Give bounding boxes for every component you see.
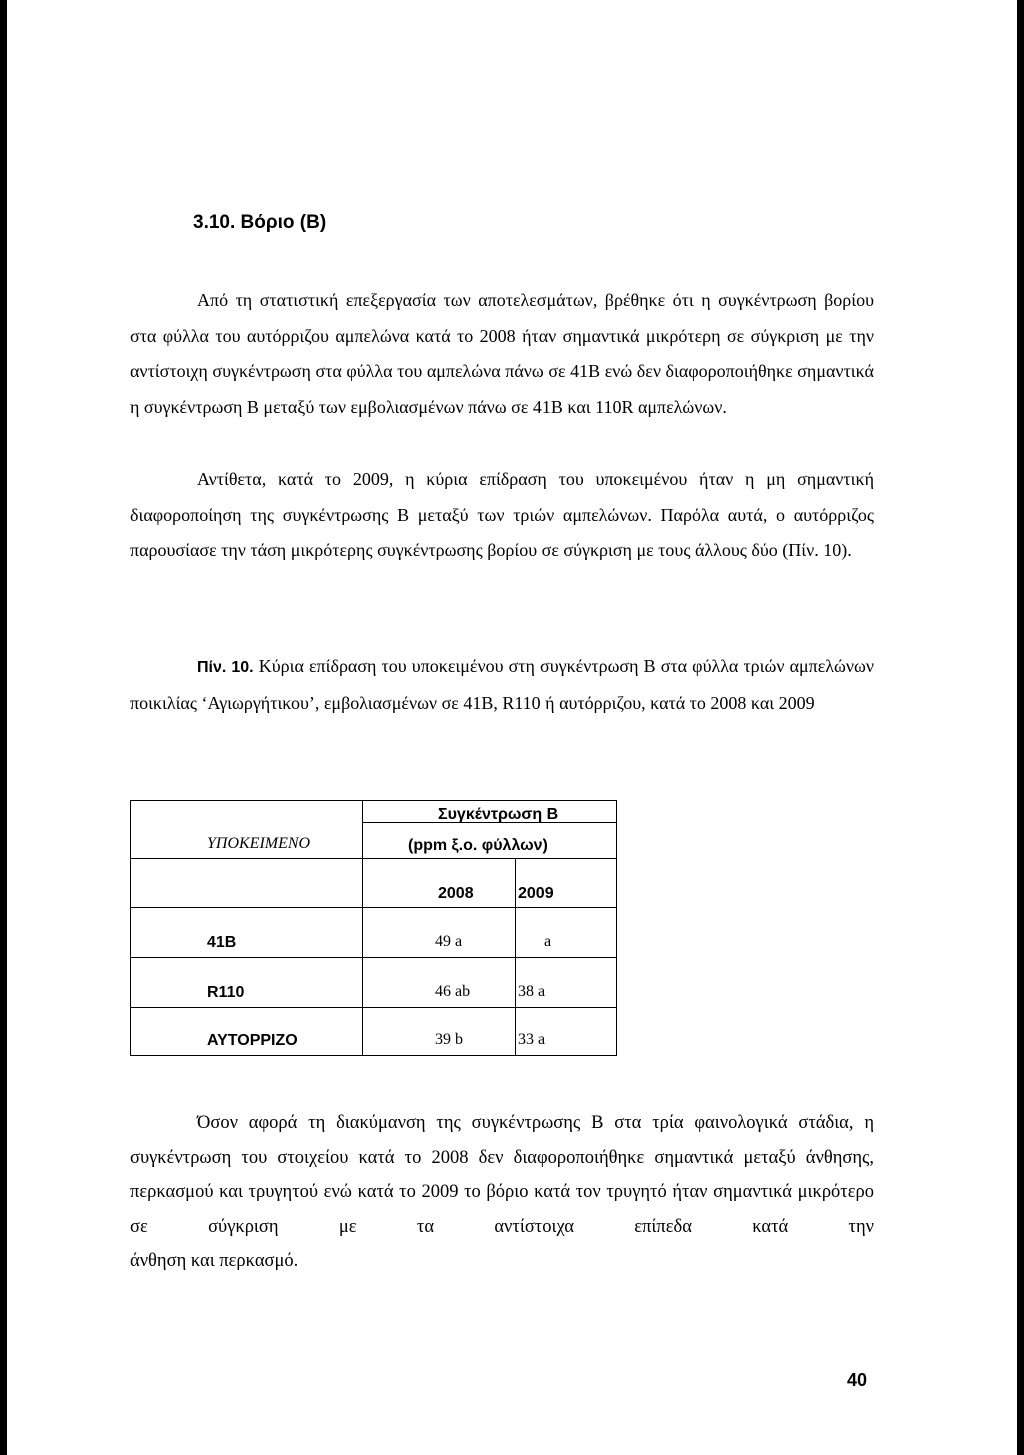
table-cell-2009: a [544, 933, 552, 950]
document-page [7, 0, 1017, 1455]
table-divider [131, 1007, 617, 1008]
table-cell-2008: 39 b [435, 1031, 463, 1048]
table-row-rootstock: ΑΥΤΟΡΡΙΖΟ [207, 1032, 298, 1049]
table-header-concentration: Συγκέντρωση Β [438, 806, 559, 823]
boron-table [130, 800, 617, 1056]
table-cell-2009: 38 a [518, 983, 546, 1000]
table-divider [131, 858, 617, 859]
paragraph-boron-2008 [130, 283, 874, 425]
table-divider [362, 801, 363, 1056]
table-caption [130, 649, 874, 721]
table-cell-2008: 46 ab [435, 983, 471, 1000]
table-cell-2009: 33 a [518, 1031, 546, 1048]
paragraph-text: Αντίθετα, κατά το 2009, η κύρια επίδραση του υποκειμένου ήταν η μη σημαντική διαφοροποίηση της συγκέντρωσης Β μεταξύ των τριών αμπελώνων. Παρόλα αυτά, ο αυτόρριζος παρουσίασε την τάση μικρότερης συγκέντρωσης βορίου σε σύγκριση με τους άλλους δύο (Πίν. 10). [130, 469, 874, 560]
table-caption-label: Πίν. 10. [197, 659, 254, 676]
page-number: 40 [847, 1370, 868, 1390]
paragraph-text: Από τη στατιστική επεξεργασία των αποτελεσμάτων, βρέθηκε ότι η συγκέντρωση βορίου στα φύλλα του αυτόρριζου αμπελώνα κατά το 2008 ήταν σημαντικά μικρότερη σε σύγκριση με την αντίστοιχη συγκέντρωση στα φύλλα του αμπελώνα πάνω σε 41Β ενώ δεν διαφοροποιήθηκε σημαντικά η συγκέντρωση Β μεταξύ των εμβολιασμένων πάνω σε 41Β και 110R αμπελώνων. [130, 290, 874, 417]
table-divider [131, 907, 617, 908]
paragraph-last-line: άνθηση και περκασμό. [130, 1251, 299, 1271]
table-header-year-2009: 2009 [518, 885, 554, 902]
table-row-rootstock: R110 [207, 984, 245, 1001]
table-row-rootstock: 41Β [207, 934, 237, 951]
table-header-units: (ppm ξ.ο. φύλλων) [408, 837, 548, 854]
table-cell-2008: 49 a [435, 933, 463, 950]
section-heading: 3.10. Βόριο (Β) [193, 212, 327, 233]
paragraph-boron-2009 [130, 462, 874, 569]
table-header-year-2008: 2008 [438, 885, 474, 902]
table-header-rootstock: ΥΠΟΚΕΙΜΕΝΟ [207, 835, 311, 852]
paragraph-phenological-stages [130, 1106, 874, 1279]
table-caption-text: Κύρια επίδραση του υποκειμένου στη συγκέντρωση Β στα φύλλα τριών αμπελώνων ποικιλίας ‘Αγιωργήτικου’, εμβολιασμένων σε 41Β, R110 ή αυτόρριζου, κατά το 2008 και 2009 [130, 656, 875, 713]
paragraph-text: Όσον αφορά τη διακύμανση της συγκέντρωσης Β στα τρία φαινολογικά στάδια, η συγκέντρωση του στοιχείου κατά το 2008 δεν διαφοροποιήθηκε σημαντικά μεταξύ άνθησης, περκασμού και τρυγητού ενώ κατά το 2009 το βόριο κατά τον τρυγητό ήταν σημαντικά μικρότερο σε σύγκριση με τα αντίστοιχα επίπεδα κατά την [130, 1113, 874, 1237]
table-divider [131, 957, 617, 958]
